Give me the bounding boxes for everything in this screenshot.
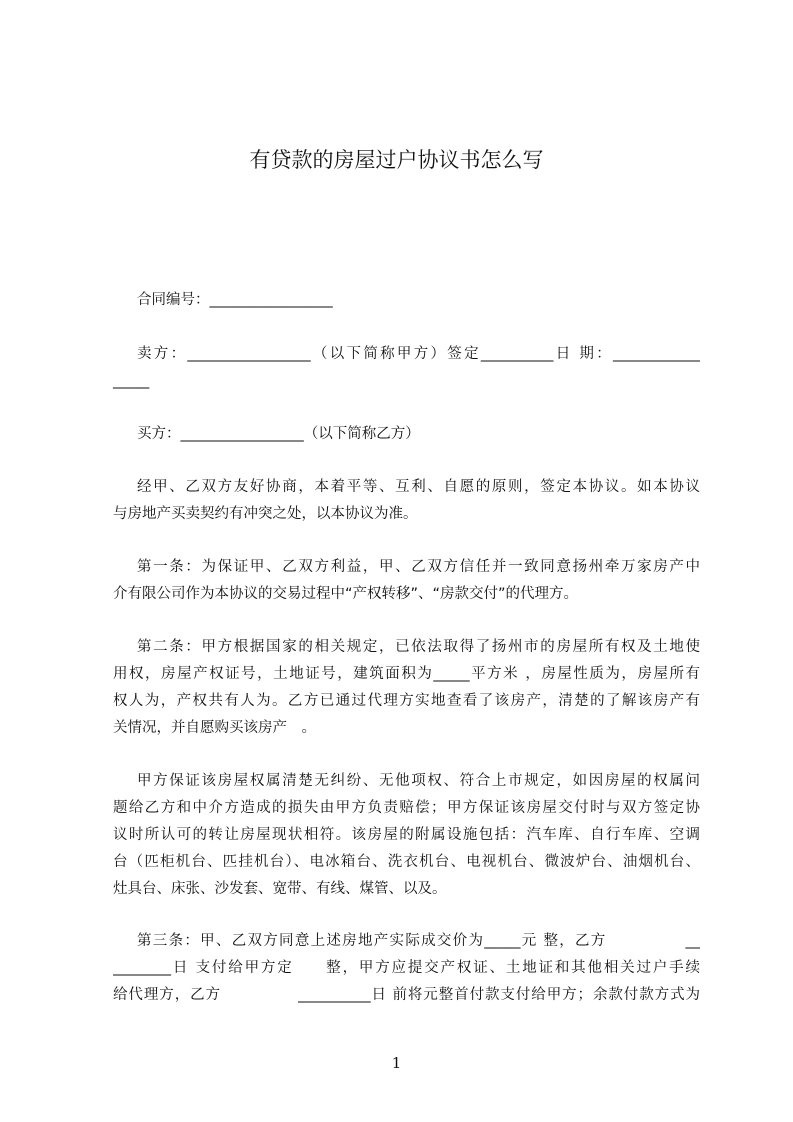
guarantee-line: 甲方保证该房屋权属清楚无纠纷、无他项权、符合上市规定，如因房屋的权属问 <box>137 773 700 789</box>
seller-line: 卖方：_________________（以下简称甲方）签定__________日 期：____________ <box>137 346 700 362</box>
guarantee-line: 台（匹柜机台、匹挂机台）、电冰箱台、洗衣机台、电视机台、微波炉台、油烟机台、 <box>113 854 700 870</box>
document-title: 有贷款的房屋过户协议书怎么写 <box>249 148 544 172</box>
guarantee-line: 议时所认可的转让房屋现状相符。该房屋的附属设施包括：汽车库、自行车库、空调 <box>113 827 700 843</box>
article-1-line: 介有限公司作为本协议的交易过程中“产权转移”、“房款交付”的代理方。 <box>113 586 579 602</box>
seller-line-cont: _____ <box>113 373 150 389</box>
contract-number-line: 合同编号：_________________ <box>137 292 333 308</box>
article-2-line: 第二条：甲方根据国家的相关规定，已依法取得了扬州市的房屋所有权及土地使 <box>137 639 700 655</box>
page-number: 1 <box>391 1054 402 1072</box>
buyer-line: 买方：_________________（以下简称乙方） <box>137 426 420 442</box>
guarantee-line: 题给乙方和中介方造成的损失由甲方负责赔偿；甲方保证该房屋交付时与双方签定协 <box>113 800 700 816</box>
article-3-line: 第三条：甲、乙双方同意上述房地产实际成交价为_____元 整，乙方 __ <box>137 933 700 949</box>
article-3-line: ________日 支付给甲方定 整，甲方应提交产权证、土地证和其他相关过户手续 <box>113 960 700 976</box>
article-2-line: 关情况，并自愿购买该房产 。 <box>113 720 316 736</box>
article-1-line: 第一条：为保证甲、乙双方利益，甲、乙双方信任并一致同意扬州牵万家房产中 <box>137 559 700 575</box>
article-2-line: 权人为，产权共有人为。乙方已通过代理方实地查看了该房产，清楚的了解该房产有 <box>113 693 700 709</box>
paragraph-intro-line: 与房地产买卖契约有冲突之处，以本协议为准。 <box>113 506 418 522</box>
paragraph-intro-line: 经甲、乙双方友好协商，本着平等、互利、自愿的原则，签定本协议。如本协议 <box>137 479 700 495</box>
guarantee-line: 灶具台、床张、沙发套、宽带、有线、煤管、以及。 <box>113 881 447 897</box>
article-2-line: 用权，房屋产权证号，土地证号，建筑面积为_____平方米 ，房屋性质为，房屋所有 <box>113 666 700 682</box>
article-3-line: 给代理方，乙方 __________日 前将元整首付款支付给甲方；余款付款方式为 <box>113 987 700 1003</box>
